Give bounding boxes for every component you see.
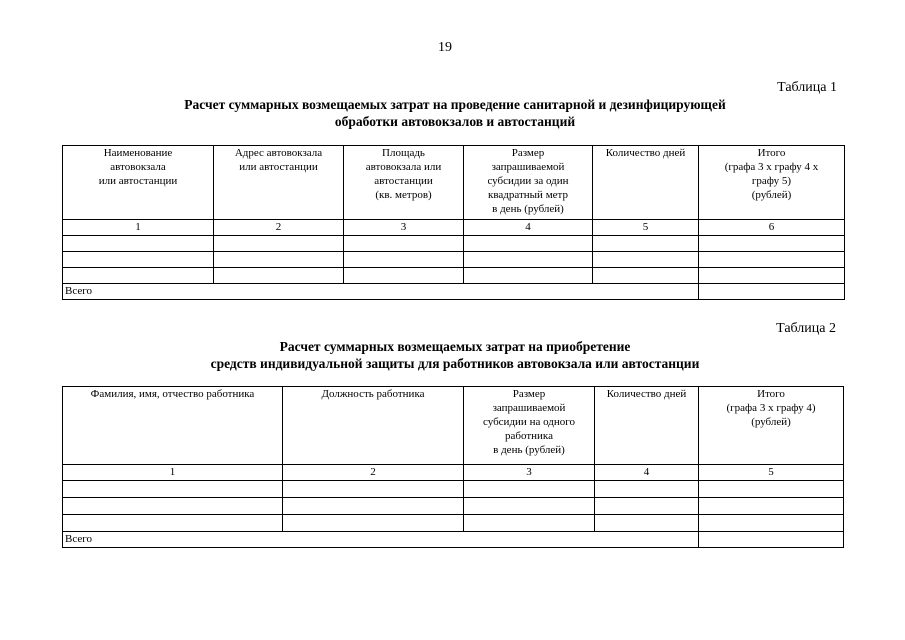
table2-header-col5: Итого (графа 3 х графу 4) (рублей) bbox=[699, 387, 844, 465]
table1-empty-row bbox=[63, 236, 845, 252]
table2-colnum-3: 3 bbox=[464, 465, 595, 481]
table2 bbox=[62, 386, 844, 548]
table2-header-col2: Должность работника bbox=[283, 387, 464, 465]
table1-header-row bbox=[63, 146, 845, 220]
table2-header-row bbox=[63, 387, 844, 465]
table2-empty-row bbox=[63, 481, 844, 498]
table1-colnum-4: 4 bbox=[464, 220, 593, 236]
table1-colnum-5: 5 bbox=[593, 220, 699, 236]
table2-header-col1: Фамилия, имя, отчество работника bbox=[63, 387, 283, 465]
table1-total-row bbox=[63, 284, 845, 300]
table1-header-col6: Итого (графа 3 х графу 4 х графу 5) (рублей) bbox=[699, 146, 845, 220]
table1-numbers-row bbox=[63, 220, 845, 236]
table1-empty-row bbox=[63, 252, 845, 268]
table2-empty-row bbox=[63, 498, 844, 515]
table2-title-line-2: средств индивидуальной защиты для работников автовокзала или автостанции bbox=[210, 356, 700, 371]
page-number: 19 bbox=[438, 40, 452, 55]
table1-colnum-1: 1 bbox=[63, 220, 214, 236]
table1-header-col2: Адрес автовокзала или автостанции bbox=[214, 146, 344, 220]
table1-colnum-3: 3 bbox=[344, 220, 464, 236]
table1-colnum-2: 2 bbox=[214, 220, 344, 236]
table2-colnum-2: 2 bbox=[283, 465, 464, 481]
table1-title bbox=[60, 96, 850, 130]
table1-title-line-1: Расчет суммарных возмещаемых затрат на проведение санитарной и дезинфицирующей bbox=[184, 97, 726, 112]
table1 bbox=[62, 145, 845, 300]
table2-total-row bbox=[63, 532, 844, 548]
table2-title-line-1: Расчет суммарных возмещаемых затрат на приобретение bbox=[279, 339, 631, 354]
table1-empty-row bbox=[63, 268, 845, 284]
table1-header-col1: Наименование автовокзала или автостанции bbox=[63, 146, 214, 220]
table1-total-label: Всего bbox=[63, 284, 699, 300]
table1-title-line-2: обработки автовокзалов и автостанций bbox=[334, 114, 576, 129]
table1-label: Таблица 1 bbox=[777, 80, 837, 95]
table1-colnum-6: 6 bbox=[699, 220, 845, 236]
table2-numbers-row bbox=[63, 465, 844, 481]
table2-title bbox=[60, 338, 850, 372]
table2-colnum-4: 4 bbox=[595, 465, 699, 481]
table2-colnum-5: 5 bbox=[699, 465, 844, 481]
table2-empty-row bbox=[63, 515, 844, 532]
table1-header-col5: Количество дней bbox=[593, 146, 699, 220]
table2-header-col4: Количество дней bbox=[595, 387, 699, 465]
table2-header-col3: Размер запрашиваемой субсидии на одного работника в день (рублей) bbox=[464, 387, 595, 465]
table2-label: Таблица 2 bbox=[776, 321, 836, 336]
table2-total-value bbox=[699, 532, 844, 548]
table2-total-label: Всего bbox=[63, 532, 699, 548]
table1-total-value bbox=[699, 284, 845, 300]
table1-header-col4: Размер запрашиваемой субсидии за один квадратный метр в день (рублей) bbox=[464, 146, 593, 220]
table1-header-col3: Площадь автовокзала или автостанции (кв. метров) bbox=[344, 146, 464, 220]
table2-colnum-1: 1 bbox=[63, 465, 283, 481]
